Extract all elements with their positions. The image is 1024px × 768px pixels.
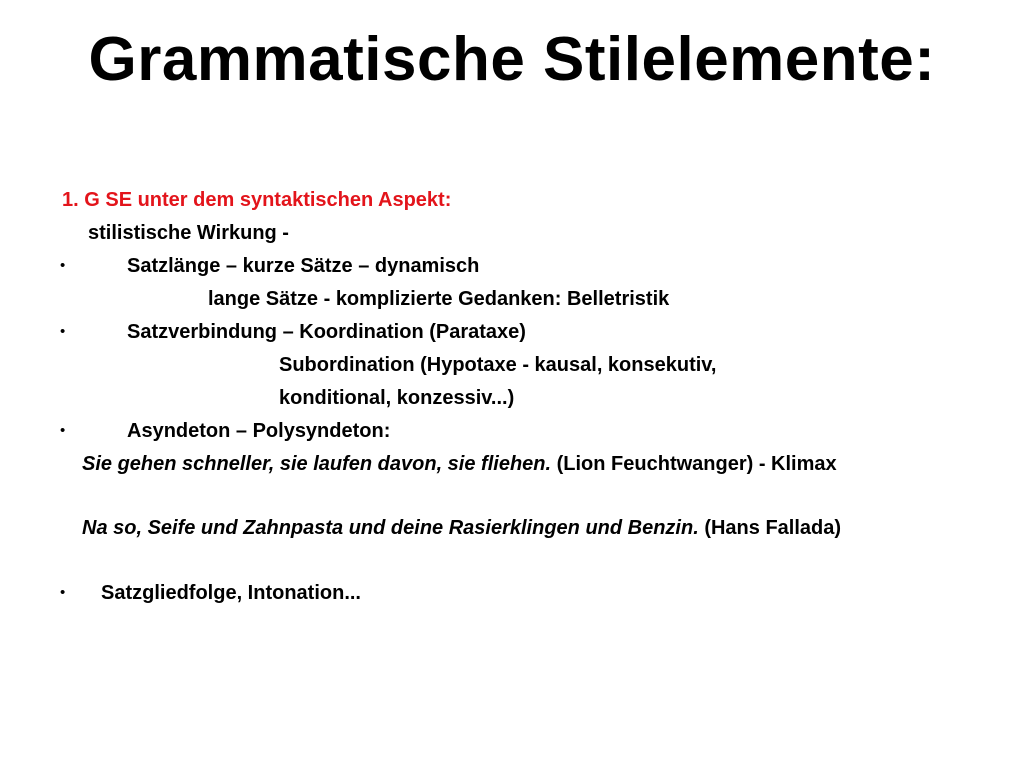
example-quote xyxy=(82,515,841,541)
section-heading: 1. G SE unter dem syntaktischen Aspekt: xyxy=(62,189,452,211)
list-item-satzverbindung-continuation: Subordination (Hypotaxe - kausal, konsekutiv, xyxy=(279,354,717,376)
list-item-satzverbindung: Satzverbindung – Koordination (Parataxe) xyxy=(127,321,526,343)
example-quote-text: Na so, Seife und Zahnpasta und deine Rasierklingen und Benzin. xyxy=(82,517,699,539)
bullet-icon: • xyxy=(60,584,66,601)
bullet-icon: • xyxy=(60,257,66,274)
example-quote-text: Sie gehen schneller, sie laufen davon, sie fliehen. xyxy=(82,453,552,475)
list-item-satzlaenge: Satzlänge – kurze Sätze – dynamisch xyxy=(127,255,480,277)
list-item-satzverbindung-continuation: konditional, konzessiv...) xyxy=(279,387,515,409)
example-quote-source: (Hans Fallada) xyxy=(698,517,842,539)
example-quote-source: (Lion Feuchtwanger) - Klimax xyxy=(551,453,837,475)
bullet-icon: • xyxy=(60,323,66,340)
slide-title: Grammatische Stilelemente: xyxy=(88,25,936,94)
bullet-icon: • xyxy=(60,422,66,439)
section-subheading: stilistische Wirkung - xyxy=(88,222,289,244)
example-quote xyxy=(82,451,837,477)
list-item-satzlaenge-continuation: lange Sätze - komplizierte Gedanken: Belletristik xyxy=(208,288,670,310)
list-item-satzgliedfolge: Satzgliedfolge, Intonation... xyxy=(101,582,361,604)
list-item-asyndeton: Asyndeton – Polysyndeton: xyxy=(127,420,391,442)
